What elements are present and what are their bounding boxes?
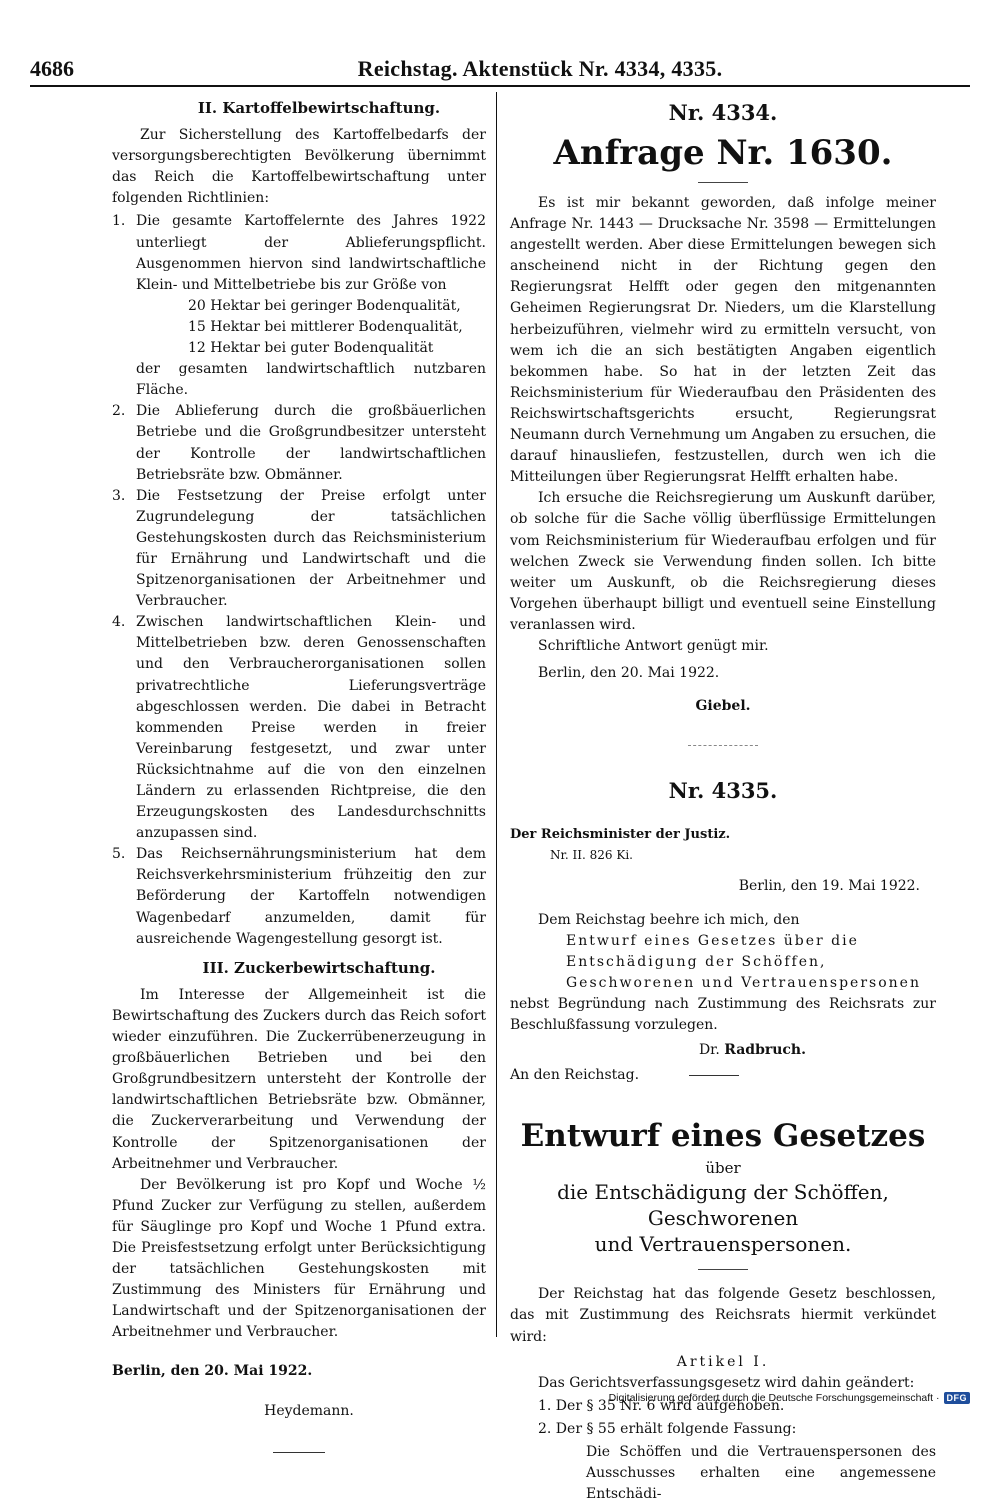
- item-text: Das Reichsernährungsministerium hat dem Reichsverkehrsministerium frühzeitig den zur Beförderung der Kartoffeln notwendigen Wagenbedarf anzumelden, damit für ausreichende Wagengestellung gesorgt ist.: [136, 846, 486, 947]
- item-number: 4.: [112, 614, 126, 631]
- item-number: 5.: [112, 846, 126, 863]
- section-end-rule: [273, 1452, 325, 1453]
- section-heading-potatoes: II. Kartoffelbewirtschaftung.: [197, 99, 441, 117]
- draft-name: Entwurf eines Gesetzes über die Entschädigung der Schöffen, Geschworenen und Vertrauenspersonen: [566, 932, 921, 991]
- separator-rule: [688, 745, 758, 746]
- list-item: [112, 844, 486, 949]
- header-rule: [30, 85, 970, 87]
- list-item: [112, 612, 486, 844]
- list-item: 2. Der § 55 erhält folgende Fassung:: [538, 1420, 797, 1437]
- item-tail: der gesamten landwirtschaftlich nutzbaren Fläche.: [136, 361, 486, 399]
- potato-intro: Zur Sicherstellung des Kartoffelbedarfs der versorgungsberechtigten Bevölkerung übernimmt das Reich die Kartoffelbewirtschaftung unter folgenden Richtlinien:: [112, 127, 486, 207]
- address-rule: [689, 1075, 739, 1076]
- item-number: 2.: [112, 403, 126, 420]
- letter-after: nebst Begründung nach Zustimmung des Reichsrats zur Beschlußfassung vorzulegen.: [510, 995, 936, 1033]
- list-item: [112, 486, 486, 613]
- letter-intro: Dem Reichstag beehre ich mich, den: [538, 911, 800, 928]
- letter-signer: [510, 1040, 936, 1061]
- farm-size-line: 12 Hektar bei guter Bodenqualität: [188, 340, 434, 357]
- potato-guidelines: [112, 211, 486, 949]
- letter-address: An den Reichstag.: [510, 1067, 640, 1084]
- page-header: [30, 56, 970, 88]
- document-number-4334: Nr. 4334.: [668, 100, 778, 125]
- list-item: [112, 211, 486, 401]
- list-item: [112, 401, 486, 485]
- farm-size-line: 15 Hektar bei mittlerer Bodenqualität,: [188, 318, 463, 335]
- farm-size-line: 20 Hektar bei geringer Bodenqualität,: [188, 297, 461, 314]
- enactment-clause: Der Reichstag hat das folgende Gesetz beschlossen, das mit Zustimmung des Reichsrats hiermit verkündet wird:: [510, 1286, 936, 1345]
- right-column: [510, 98, 936, 1505]
- item-text: Die Festsetzung der Preise erfolgt unter Zugrundelegung der tatsächlichen Gestehungskosten durch das Reichsministerium für Ernährung und Landwirtschaft und die Spitzenorganisationen der Arbeitnehmer und Verbraucher.: [136, 487, 486, 610]
- left-column: [112, 98, 486, 1453]
- running-title: Reichstag. Aktenstück Nr. 4334, 4335.: [357, 56, 723, 81]
- minister-line: Der Reichsminister der Justiz.: [510, 827, 731, 843]
- draft-rule: [698, 1269, 748, 1270]
- signer-name: Radbruch.: [724, 1042, 806, 1059]
- column-divider: [496, 92, 497, 1337]
- document-number-4335: Nr. 4335.: [668, 778, 778, 804]
- draft-subtitle-1: die Entschädigung der Schöffen, Geschworenen: [557, 1180, 889, 1231]
- page-number: 4686: [30, 56, 74, 81]
- inquiry-paragraph-1: Es ist mir bekannt geworden, daß infolge meiner Anfrage Nr. 1443 — Drucksache Nr. 3598 — Ermittelungen angestellt werden. Aber diese Ermittelungen bewegen sich anscheinend nicht in der Richtung gegen den Regierungsrat Helfft oder gegen den mitgenannten Geheimen Regierungsrat Dr. Nieders, um die Klarstellung herbeizuführen, vielmehr wird zu ermitteln versucht, von wem ich die an sich bestätigten Angaben eigentlich bekommen habe. So hat in der letzten Zeit das Reichsministerium für Wiederaufbau den Präsidenten des Reichswirtschaftsgerichts ersucht, Regierungsrat Neumann durch Vernehmung um Angaben zu ersuchen, die darauf hinausliefen, festzustellen, durch wen ich die Mitteilungen über Regierungsrat Helfft erhalten habe.: [510, 195, 936, 486]
- item-number: 3.: [112, 487, 126, 504]
- closing-date: Berlin, den 20. Mai 1922.: [112, 1363, 313, 1380]
- closing-signer: Heydemann.: [264, 1402, 354, 1419]
- closing-block: [112, 1361, 486, 1421]
- inquiry-title: Anfrage Nr. 1630.: [553, 133, 893, 173]
- item-text: Zwischen landwirtschaftlichen Klein- und Mittelbetrieben bzw. deren Genossenschaften und den Verbraucherorganisationen sollen privatrechtliche Lieferungsverträge abgeschlossen werden. Die dabei in Betracht kommenden Preise werden in freier Vereinbarung festgesetzt, und zwar unter Rücksichtnahme auf die von den einzelnen Ländern zu erlassenden Richtpreise, die den Erzeugungskosten des Landesdurchschnitts anzupassen sind.: [136, 614, 486, 842]
- draft-ueber: über: [705, 1159, 741, 1178]
- list-item: 1. Der § 35 Nr. 6 wird aufgehoben.: [538, 1397, 785, 1414]
- inquiry-signer: Giebel.: [695, 698, 751, 715]
- title-rule: [698, 182, 748, 183]
- digitization-credit: [609, 1392, 970, 1404]
- credit-text: Digitalisierung gefördert durch die Deutsche Forschungsgemeinschaft ·: [608, 1392, 940, 1404]
- law-text: Die Schöffen und die Vertrauenspersonen des Ausschusses erhalten eine angemessene Entschädi-: [586, 1444, 936, 1503]
- inquiry-date: Berlin, den 20. Mai 1922.: [538, 665, 720, 682]
- section-heading-sugar: III. Zuckerbewirtschaftung.: [202, 958, 436, 977]
- item-number: 1.: [112, 213, 126, 230]
- sugar-paragraph-1: Im Interesse der Allgemeinheit ist die Bewirtschaftung des Zuckers durch das Reich sofort wieder einzuführen. Die Zuckerrübenerzeugung in großbäuerlichen Betrieben und bei den Großgrundbesitzern untersteht der Kontrolle der landwirtschaftlichen Betriebsräte bzw. Obmänner, die Zuckerverarbeitung und Verwendung der Kontrolle der Spitzenorganisationen der Arbeitnehmer und Verbraucher.: [112, 986, 486, 1172]
- article-intro: Das Gerichtsverfassungsgesetz wird dahin geändert:: [538, 1374, 915, 1391]
- reference-number: Nr. II. 826 Ki.: [550, 848, 633, 863]
- signer-title: Dr.: [698, 1042, 720, 1059]
- address-line: [510, 1065, 936, 1086]
- farm-size-list: [136, 296, 486, 359]
- draft-subtitle-2: und Vertrauenspersonen.: [594, 1232, 852, 1257]
- sugar-paragraph-2: Der Bevölkerung ist pro Kopf und Woche ½ Pfund Zucker zur Verfügung zu stellen, außerdem für Säuglinge pro Kopf und Woche 1 Pfund extra. Die Preisfestsetzung erfolgt unter Berücksichtigung der tatsächlichen Gestehungskosten mit Zustimmung des Ministers für Ernährung und Landwirtschaft und der Spitzenorganisationen der Arbeitnehmer und Verbraucher.: [112, 1176, 486, 1341]
- item-text: Die gesamte Kartoffelernte des Jahres 1922 unterliegt der Ablieferungspflicht. Ausgenommen hiervon sind landwirtschaftliche Klein- und Mittelbetriebe bis zur Größe von: [136, 213, 486, 293]
- draft-title: Entwurf eines Gesetzes: [520, 1118, 926, 1155]
- dfg-logo: DFG: [944, 1392, 971, 1404]
- inquiry-paragraph-2: Ich ersuche die Reichsregierung um Auskunft darüber, ob solche für die Sache völlig überflüssige Ermittelungen vom Reichsministerium für Wiederaufbau erfolgen und für welchen Zweck sie Verwendung finden sollen. Ich bitte weiter um Auskunft, ob die Reichsregierung dieses Vorgehen überhaupt billigt und eventuell seine Einstellung veranlassen wird.: [510, 490, 936, 633]
- inquiry-paragraph-3: Schriftliche Antwort genügt mir.: [538, 637, 769, 654]
- article-heading: Artikel I.: [676, 1353, 770, 1370]
- item-text: Die Ablieferung durch die großbäuerlichen Betriebe und die Großgrundbesitzer untersteht der Kontrolle der landwirtschaftlichen Betriebsräte bzw. Obmänner.: [136, 403, 486, 483]
- letter-date: Berlin, den 19. Mai 1922.: [738, 878, 920, 895]
